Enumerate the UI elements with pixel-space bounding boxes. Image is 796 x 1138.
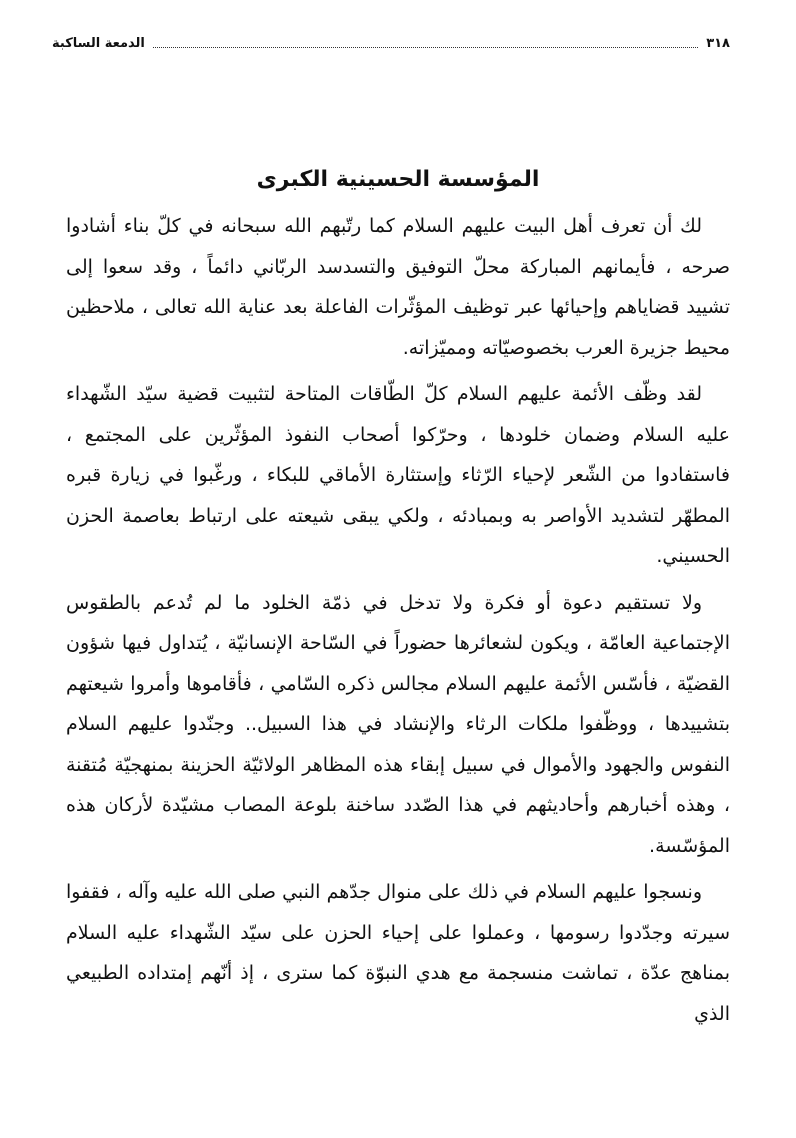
body-text bbox=[66, 206, 730, 1040]
header-dotted-leader bbox=[153, 47, 698, 48]
paragraph: ونسجوا عليهم السلام في ذلك على منوال جدّهم النبي صلى الله عليه وآله ، فقفوا سيرته وجدّدوا رسومها ، وعملوا على إحياء الحزن على سيّد الشّهداء عليه السلام بمناهج عدّة ، تماشت منسجمة مع هدي النبوّة كما سترى ، إذ أنّهم إمتداده الطبيعي الذي bbox=[66, 881, 730, 1025]
paragraph: لقد وظّف الأئمة عليهم السلام كلّ الطّاقات المتاحة لتثبيت قضية سيّد الشّهداء عليه السلام وضمان خلودها ، وحرّكوا أصحاب النفوذ المؤثّرين على المجتمع ، فاستفادوا من الشّعر لإحياء الرّثاء وإستثارة الأماقي للبكاء ، ورغّبوا في زيارة قبره المطهّر لتشديد الأواصر به وبمبادئه ، ولكي يبقى شيعته على ارتباط بعاصمة الحزن الحسيني. bbox=[66, 383, 730, 567]
paragraph: ولا تستقيم دعوة أو فكرة ولا تدخل في ذمّة الخلود ما لم تُدعم بالطقوس الإجتماعية العامّة ، ويكون لشعائرها حضوراً في السّاحة الإنسانيّة ، يُتداول فيها شؤون القضيّة ، فأسّس الأئمة عليهم السلام مجالس ذكره السّامي ، فأقاموها وأمروا شيعتهم بتشييدها ، ووظّفوا ملكات الرثاء والإنشاد في هذا السبيل.. وجنّدوا عليهم السلام النفوس والجهود والأموال في سبيل إبقاء هذه المظاهر الولائيّة الحزينة بمنهجيّة مُتقنة ، وهذه أخبارهم وأحاديثهم في هذا الصّدد ساخنة بلوعة المصاب مشيّدة لأركان هذه المؤسّسة. bbox=[66, 591, 730, 857]
section-title: المؤسسة الحسينية الكبرى bbox=[256, 167, 540, 192]
page-number: ٣١٨ bbox=[706, 35, 730, 51]
book-title: الدمعة الساكبة bbox=[52, 35, 145, 51]
running-header bbox=[52, 32, 730, 54]
paragraph: لك أن تعرف أهل البيت عليهم السلام كما رتّبهم الله سبحانه في كلّ بناء أشادوا صرحه ، فأيمانهم المباركة محلّ التوفيق والتسدسد الربّاني دائماً ، وقد سعوا إلى تشييد قضاياهم وإحيائها عبر توظيف المؤثّرات الفاعلة بعد عناية الله تعالى ، ملاحظين محيط جزيرة العرب بخصوصيّاته ومميّزاته. bbox=[66, 215, 730, 359]
